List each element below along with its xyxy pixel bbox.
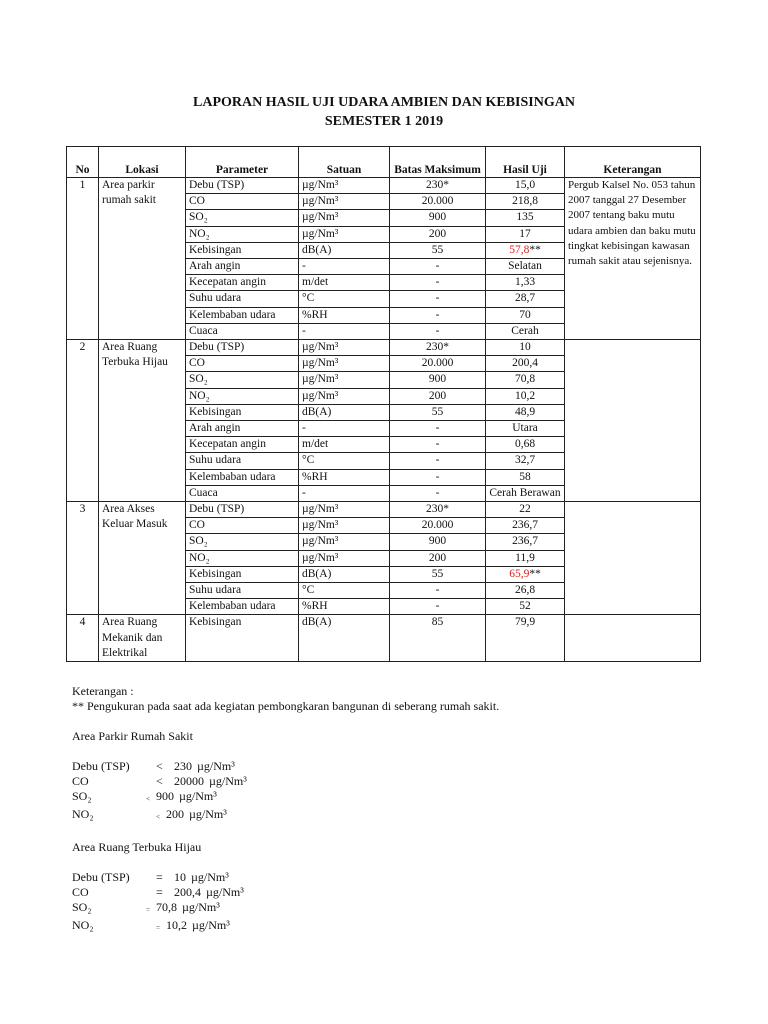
hasil-value: 236,7 — [512, 535, 538, 548]
cell-hasil-uji — [486, 437, 565, 453]
cell-hasil-uji — [486, 615, 565, 662]
note-unit: µg/Nm³ — [191, 870, 229, 884]
note-operator: = — [146, 906, 150, 914]
cell-satuan: - — [299, 485, 390, 501]
note-param: SO₂ — [72, 789, 92, 803]
cell-satuan: µg/Nm³ — [299, 356, 390, 372]
cell-parameter: Debu (TSP) — [186, 178, 299, 194]
note-line — [72, 789, 712, 807]
cell-parameter: Debu (TSP) — [186, 502, 299, 518]
row-no: 2 — [67, 340, 99, 502]
hasil-value: 218,8 — [512, 195, 538, 208]
hasil-value: 32,7 — [514, 454, 536, 467]
cell-satuan: µg/Nm³ — [299, 502, 390, 518]
cell-batas-maksimum: 200 — [390, 226, 486, 242]
header-keterangan: Keterangan — [565, 147, 701, 178]
notes-section1-lines — [72, 759, 712, 825]
header-batas-maksimum: Batas Maksimum — [390, 147, 486, 178]
cell-parameter: Arah angin — [186, 421, 299, 437]
hasil-value: 10,2 — [514, 389, 536, 402]
cell-parameter: NO₂ — [186, 388, 299, 404]
note-param: CO — [72, 885, 89, 899]
cell-parameter: Kelembaban udara — [186, 599, 299, 615]
note-spacer — [120, 918, 156, 936]
cell-hasil-uji — [486, 323, 565, 339]
cell-parameter: Kelembaban udara — [186, 307, 299, 323]
cell-hasil-uji — [486, 404, 565, 420]
cell-hasil-uji — [486, 485, 565, 501]
cell-satuan: %RH — [299, 599, 390, 615]
hasil-value: Cerah — [511, 324, 539, 337]
hasil-value: 0,68 — [514, 438, 536, 451]
note-value: 900 — [156, 789, 174, 803]
row-lokasi: Area parkir rumah sakit — [99, 178, 186, 340]
cell-batas-maksimum: - — [390, 469, 486, 485]
cell-satuan: µg/Nm³ — [299, 518, 390, 534]
cell-batas-maksimum: - — [390, 485, 486, 501]
cell-hasil-uji — [486, 502, 565, 518]
cell-satuan: m/det — [299, 275, 390, 291]
note-param: NO₂ — [72, 807, 94, 821]
cell-batas-maksimum: 20.000 — [390, 194, 486, 210]
table-row — [67, 502, 701, 518]
cell-hasil-uji — [486, 356, 565, 372]
cell-hasil-uji — [486, 275, 565, 291]
note-spacer — [120, 900, 146, 918]
cell-batas-maksimum: 900 — [390, 534, 486, 550]
cell-parameter: Kebisingan — [186, 404, 299, 420]
cell-hasil-uji — [486, 226, 565, 242]
header-parameter: Parameter — [186, 147, 299, 178]
hasil-value: 70 — [519, 308, 531, 321]
table-row — [67, 615, 701, 662]
note-operator: < — [156, 813, 160, 821]
cell-batas-maksimum: - — [390, 421, 486, 437]
cell-parameter: Kebisingan — [186, 566, 299, 582]
hasil-value: 26,8 — [514, 584, 536, 597]
hasil-value: 1,33 — [514, 276, 536, 289]
cell-hasil-uji — [486, 259, 565, 275]
table-row — [67, 340, 701, 356]
cell-satuan: °C — [299, 291, 390, 307]
note-value: 70,8 — [156, 900, 177, 914]
cell-parameter: Kebisingan — [186, 242, 299, 258]
header-lokasi: Lokasi — [99, 147, 186, 178]
cell-satuan: dB(A) — [299, 615, 390, 662]
note-unit: µg/Nm³ — [179, 789, 217, 803]
cell-parameter: Suhu udara — [186, 291, 299, 307]
cell-satuan: dB(A) — [299, 566, 390, 582]
cell-batas-maksimum: 20.000 — [390, 518, 486, 534]
cell-satuan: µg/Nm³ — [299, 226, 390, 242]
row-lokasi: Area Akses Keluar Masuk — [99, 502, 186, 615]
cell-parameter: NO₂ — [186, 550, 299, 566]
cell-parameter: SO₂ — [186, 210, 299, 226]
keterangan-empty — [565, 615, 701, 662]
cell-batas-maksimum: 200 — [390, 388, 486, 404]
cell-parameter: Suhu udara — [186, 583, 299, 599]
note-param: Debu (TSP) — [72, 870, 130, 884]
cell-batas-maksimum: 230* — [390, 502, 486, 518]
note-unit: µg/Nm³ — [189, 807, 227, 821]
hasil-value: 48,9 — [514, 405, 536, 418]
cell-parameter: Suhu udara — [186, 453, 299, 469]
cell-batas-maksimum: - — [390, 307, 486, 323]
notes-section — [72, 684, 712, 936]
cell-parameter: CO — [186, 356, 299, 372]
hasil-value: 70,8 — [514, 373, 536, 386]
header-hasil-uji: Hasil Uji — [486, 147, 565, 178]
hasil-value: 10 — [519, 341, 531, 354]
cell-satuan: - — [299, 323, 390, 339]
note-line — [72, 807, 712, 825]
keterangan-empty — [565, 502, 701, 615]
cell-batas-maksimum: 20.000 — [390, 356, 486, 372]
notes-section2-title: Area Ruang Terbuka Hijau — [72, 840, 202, 854]
note-unit: µg/Nm³ — [206, 885, 244, 899]
hasil-value: 28,7 — [514, 292, 536, 305]
cell-hasil-uji — [486, 566, 565, 582]
hasil-value: 57,8 — [509, 243, 530, 256]
cell-batas-maksimum: - — [390, 291, 486, 307]
cell-batas-maksimum: 230* — [390, 340, 486, 356]
cell-batas-maksimum: 55 — [390, 242, 486, 258]
hasil-value: 65,9 — [509, 567, 530, 580]
note-line — [72, 900, 712, 918]
hasil-value: 17 — [519, 227, 531, 240]
note-line — [72, 885, 712, 900]
row-lokasi: Area Ruang Mekanik dan Elektrikal — [99, 615, 186, 662]
cell-hasil-uji — [486, 421, 565, 437]
row-no: 1 — [67, 178, 99, 340]
hasil-value: 135 — [516, 211, 534, 224]
row-lokasi: Area Ruang Terbuka Hijau — [99, 340, 186, 502]
cell-satuan: - — [299, 259, 390, 275]
cell-batas-maksimum: 900 — [390, 372, 486, 388]
note-unit: µg/Nm³ — [182, 900, 220, 914]
note-operator: = — [156, 924, 160, 932]
cell-hasil-uji — [486, 242, 565, 258]
note-operator: = — [156, 870, 163, 884]
cell-hasil-uji — [486, 307, 565, 323]
keterangan-note: Pergub Kalsel No. 053 tahun 2007 tanggal 27 Desember 2007 tentang baku mutu udara ambien dan baku mutu tingkat kebisingan kawasan rumah sakit atau sejenisnya. — [565, 178, 701, 340]
cell-batas-maksimum: - — [390, 259, 486, 275]
note-unit: µg/Nm³ — [209, 774, 247, 788]
header-satuan: Satuan — [299, 147, 390, 178]
notes-heading: Keterangan : — [72, 684, 134, 698]
note-unit: µg/Nm³ — [197, 759, 235, 773]
cell-satuan: °C — [299, 583, 390, 599]
note-param: Debu (TSP) — [72, 759, 130, 773]
cell-satuan: %RH — [299, 469, 390, 485]
note-operator: < — [146, 795, 150, 803]
table-header-row — [67, 147, 701, 178]
cell-batas-maksimum: - — [390, 599, 486, 615]
report-subtitle: SEMESTER 1 2019 — [324, 114, 444, 129]
cell-batas-maksimum: - — [390, 275, 486, 291]
cell-satuan: µg/Nm³ — [299, 210, 390, 226]
note-value: 200 — [166, 807, 184, 821]
note-line — [72, 918, 712, 936]
note-value: 10,2 — [166, 918, 187, 932]
hasil-value: Cerah Berawan — [489, 486, 561, 499]
cell-batas-maksimum: 900 — [390, 210, 486, 226]
cell-hasil-uji — [486, 550, 565, 566]
note-param: SO₂ — [72, 900, 92, 914]
cell-parameter: SO₂ — [186, 534, 299, 550]
cell-parameter: Kecepatan angin — [186, 275, 299, 291]
notes-section2-lines — [72, 870, 712, 936]
note-value: 200,4 — [174, 885, 201, 899]
cell-parameter: Kelembaban udara — [186, 469, 299, 485]
cell-hasil-uji — [486, 340, 565, 356]
cell-hasil-uji — [486, 194, 565, 210]
cell-hasil-uji — [486, 372, 565, 388]
cell-parameter: NO₂ — [186, 226, 299, 242]
results-table — [66, 146, 701, 662]
cell-parameter: Cuaca — [186, 485, 299, 501]
cell-hasil-uji — [486, 534, 565, 550]
cell-hasil-uji — [486, 583, 565, 599]
cell-satuan: µg/Nm³ — [299, 534, 390, 550]
note-spacer — [120, 789, 146, 807]
cell-hasil-uji — [486, 291, 565, 307]
hasil-value: 11,9 — [515, 551, 535, 564]
note-line — [72, 870, 712, 885]
cell-batas-maksimum: - — [390, 453, 486, 469]
cell-satuan: µg/Nm³ — [299, 178, 390, 194]
keterangan-empty — [565, 340, 701, 502]
hasil-value: 79,9 — [514, 616, 536, 629]
notes-section1-title: Area Parkir Rumah Sakit — [72, 729, 193, 743]
note-unit: µg/Nm³ — [192, 918, 230, 932]
cell-parameter: Cuaca — [186, 323, 299, 339]
hasil-value: 200,4 — [512, 357, 538, 370]
note-value: 10 — [174, 870, 186, 884]
cell-satuan: dB(A) — [299, 242, 390, 258]
note-param: CO — [72, 774, 89, 788]
cell-parameter: CO — [186, 194, 299, 210]
cell-satuan: µg/Nm³ — [299, 340, 390, 356]
cell-satuan: °C — [299, 453, 390, 469]
note-spacer — [120, 807, 156, 825]
cell-satuan: dB(A) — [299, 404, 390, 420]
cell-parameter: Kecepatan angin — [186, 437, 299, 453]
hasil-suffix: ** — [529, 243, 541, 256]
cell-parameter: CO — [186, 518, 299, 534]
table-row — [67, 178, 701, 194]
cell-parameter: Kebisingan — [186, 615, 299, 662]
hasil-value: 236,7 — [512, 519, 538, 532]
cell-satuan: µg/Nm³ — [299, 372, 390, 388]
header-no: No — [67, 147, 99, 178]
cell-hasil-uji — [486, 388, 565, 404]
cell-hasil-uji — [486, 453, 565, 469]
cell-batas-maksimum: - — [390, 437, 486, 453]
row-no: 3 — [67, 502, 99, 615]
cell-hasil-uji — [486, 210, 565, 226]
cell-satuan: %RH — [299, 307, 390, 323]
hasil-suffix: ** — [529, 567, 541, 580]
cell-batas-maksimum: 55 — [390, 566, 486, 582]
report-title: LAPORAN HASIL UJI UDARA AMBIEN DAN KEBISINGAN — [193, 95, 575, 110]
note-param: NO₂ — [72, 918, 94, 932]
notes-footnote: ** Pengukuran pada saat ada kegiatan pembongkaran bangunan di seberang rumah sakit. — [72, 699, 500, 713]
note-value: 230 — [174, 759, 192, 773]
cell-parameter: Debu (TSP) — [186, 340, 299, 356]
cell-parameter: SO₂ — [186, 372, 299, 388]
note-operator: = — [156, 885, 163, 899]
cell-hasil-uji — [486, 599, 565, 615]
cell-satuan: - — [299, 421, 390, 437]
cell-satuan: µg/Nm³ — [299, 550, 390, 566]
cell-batas-maksimum: - — [390, 323, 486, 339]
note-line — [72, 774, 712, 789]
cell-batas-maksimum: - — [390, 583, 486, 599]
note-line — [72, 759, 712, 774]
note-operator: < — [156, 774, 163, 788]
cell-hasil-uji — [486, 518, 565, 534]
cell-parameter: Arah angin — [186, 259, 299, 275]
note-operator: < — [156, 759, 163, 773]
cell-batas-maksimum: 200 — [390, 550, 486, 566]
cell-hasil-uji — [486, 178, 565, 194]
cell-satuan: µg/Nm³ — [299, 194, 390, 210]
hasil-value: Selatan — [508, 260, 542, 273]
cell-satuan: m/det — [299, 437, 390, 453]
hasil-value: 15,0 — [514, 179, 536, 191]
cell-batas-maksimum: 85 — [390, 615, 486, 662]
row-no: 4 — [67, 615, 99, 662]
cell-batas-maksimum: 230* — [390, 178, 486, 194]
note-value: 20000 — [174, 774, 204, 788]
cell-batas-maksimum: 55 — [390, 404, 486, 420]
hasil-value: 58 — [519, 470, 531, 483]
hasil-value: 52 — [519, 600, 531, 613]
hasil-value: 22 — [519, 503, 531, 516]
table-body — [67, 178, 701, 662]
cell-satuan: µg/Nm³ — [299, 388, 390, 404]
cell-hasil-uji — [486, 469, 565, 485]
hasil-value: Utara — [512, 422, 538, 435]
